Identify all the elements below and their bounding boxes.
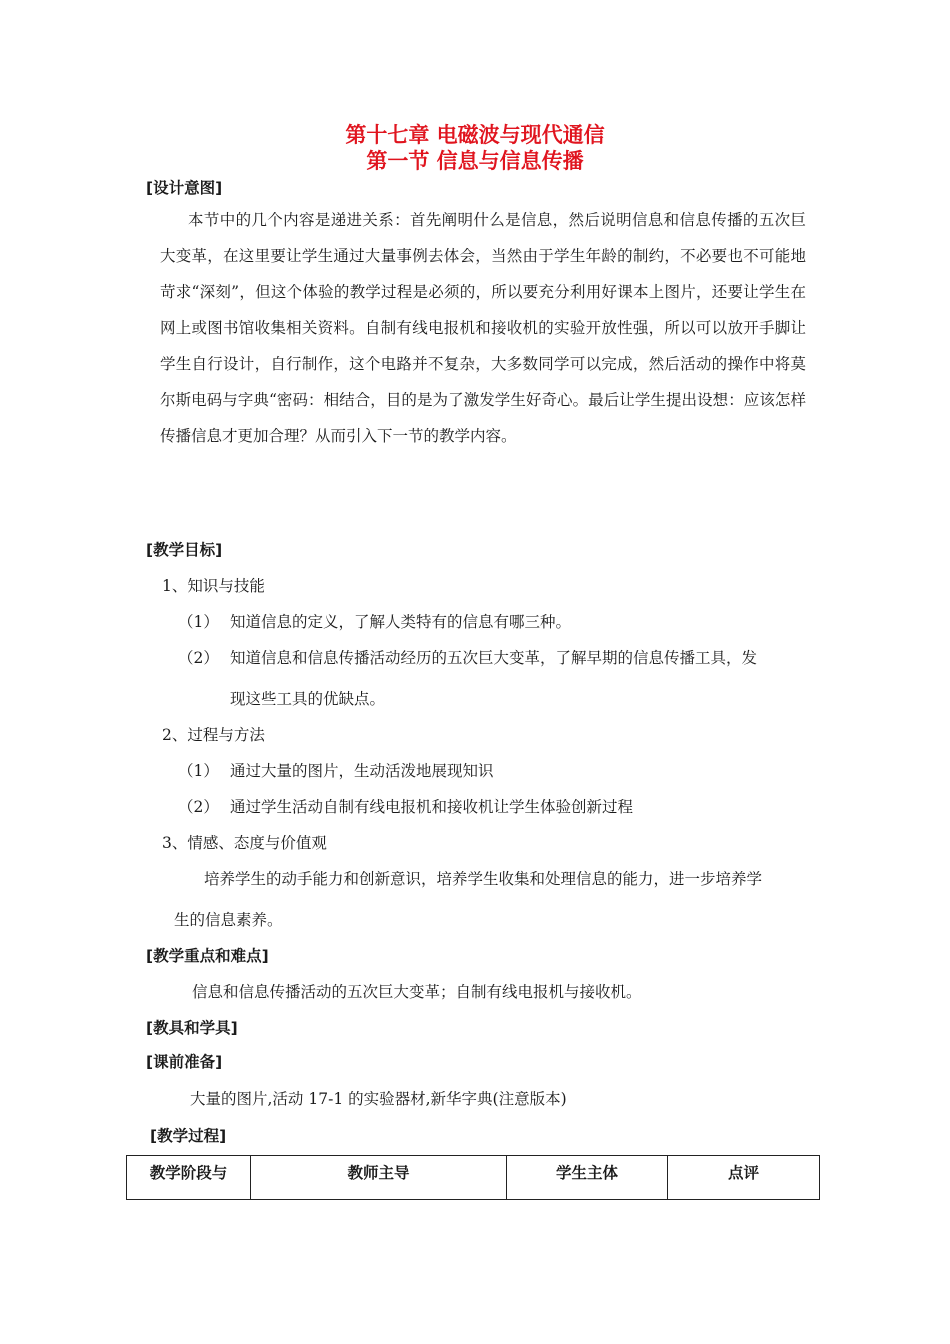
column-header-stage: 教学阶段与 [127, 1156, 251, 1200]
process-item-2 [178, 795, 633, 817]
goals-heading: [教学目标] [146, 541, 223, 559]
prep-heading: [课前准备] [146, 1053, 223, 1071]
design-intent-heading: [设计意图] [146, 179, 223, 197]
tools-heading: [教具和学具] [146, 1019, 238, 1037]
process-methods-label: 2、过程与方法 [162, 726, 265, 744]
design-intent-body: 本节中的几个内容是递进关系：首先阐明什么是信息，然后说明信息和信息传播的五次巨大变革，在这里要让学生通过大量事例去体会，当然由于学生年龄的制约，不必要也不可能地苛求“深刻”，但这个体验的教学过程是必须的，所以要充分利用好课本上图片，还要让学生在网上或图书馆收集相关资料。自制有线电报机和接收机的实验开放性强，所以可以放开手脚让学生自行设计，自行制作，这个电路并不复杂，大多数同学可以完成，然后活动的操作中将莫尔斯电码与字典“密码：相结合，目的是为了激发学生好奇心。最后让学生提出设想：应该怎样传播信息才更加合理？从而引入下一节的教学内容。 [160, 211, 806, 445]
emotion-values-line-2: 生的信息素养。 [174, 911, 283, 929]
key-points-heading: [教学重点和难点] [146, 947, 269, 965]
process-item-2-number: （2） [178, 798, 219, 816]
emotion-values-label: 3、情感、态度与价值观 [162, 834, 327, 852]
process-item-2-text: 通过学生活动自制有线电报机和接收机让学生体验创新过程 [230, 798, 634, 816]
key-points-body: 信息和信息传播活动的五次巨大变革；自制有线电报机与接收机。 [192, 983, 642, 1001]
knowledge-item-1-text: 知道信息的定义，了解人类特有的信息有哪三种。 [230, 613, 572, 631]
knowledge-item-1 [178, 610, 571, 632]
knowledge-skills-label: 1、知识与技能 [162, 577, 265, 595]
teaching-process-table [126, 1155, 820, 1200]
column-header-student: 学生主体 [507, 1156, 668, 1200]
knowledge-item-1-number: （1） [178, 613, 219, 631]
prep-body: 大量的图片,活动 17-1 的实验器材,新华字典(注意版本) [190, 1090, 567, 1108]
process-item-1-text: 通过大量的图片，生动活泼地展现知识 [230, 762, 494, 780]
emotion-values-line-1: 培养学生的动手能力和创新意识，培养学生收集和处理信息的能力，进一步培养学 [204, 870, 763, 888]
column-header-comment: 点评 [668, 1156, 820, 1200]
column-header-teacher: 教师主导 [251, 1156, 507, 1200]
knowledge-item-2-continuation: 现这些工具的优缺点。 [230, 690, 386, 708]
process-item-1 [178, 759, 494, 781]
section-title: 第一节 信息与信息传播 [366, 149, 584, 173]
knowledge-item-2 [178, 646, 757, 668]
process-heading: [教学过程] [150, 1127, 227, 1145]
process-item-1-number: （1） [178, 762, 219, 780]
knowledge-item-2-text: 知道信息和信息传播活动经历的五次巨大变革，了解早期的信息传播工具，发 [230, 649, 758, 667]
table-header-row [127, 1156, 820, 1200]
knowledge-item-2-number: （2） [178, 649, 219, 667]
chapter-title: 第十七章 电磁波与现代通信 [345, 123, 605, 147]
